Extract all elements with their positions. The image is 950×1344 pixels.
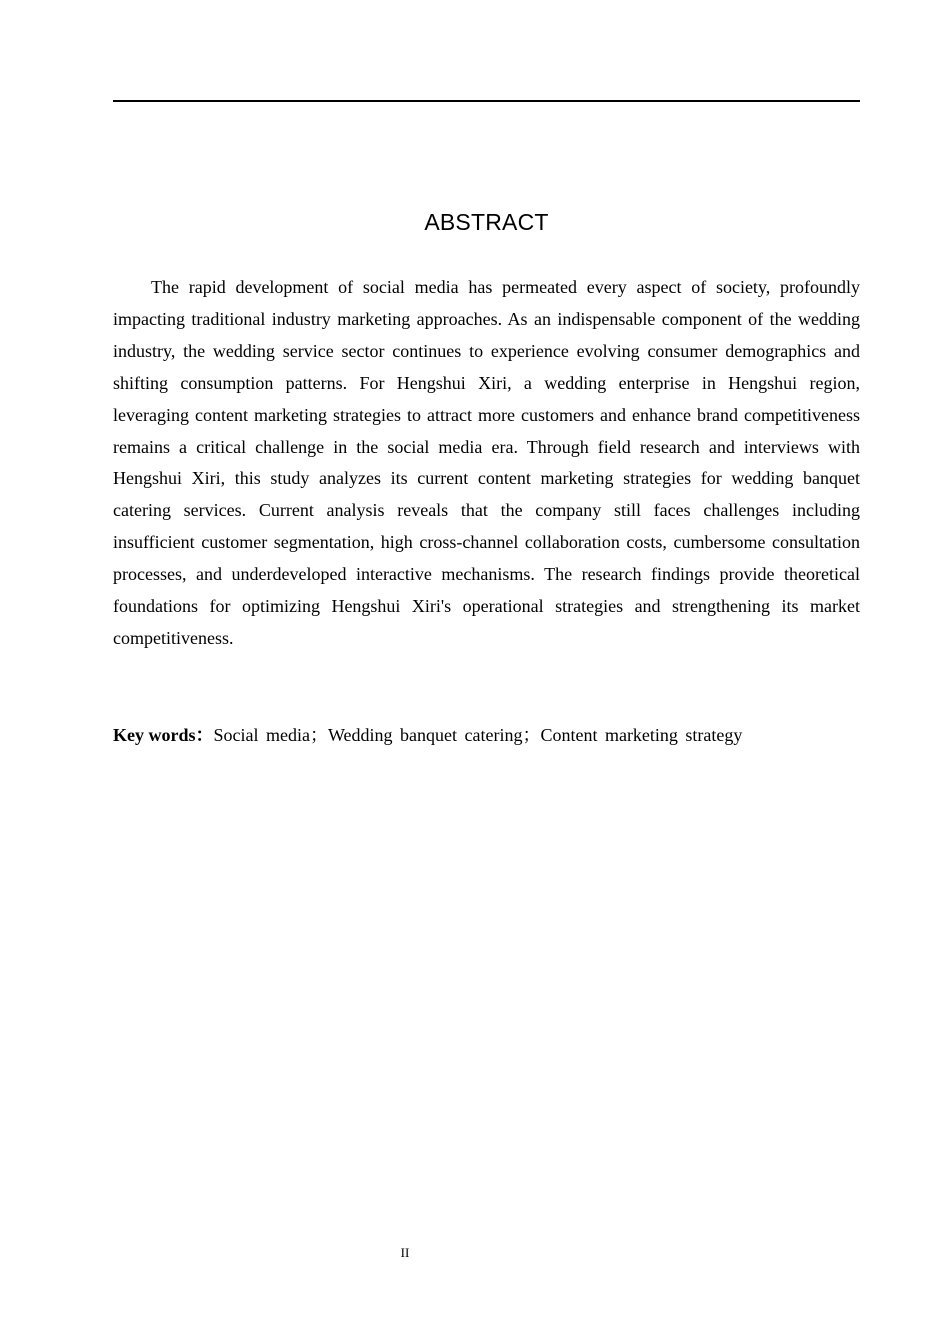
abstract-title: ABSTRACT [424, 209, 549, 235]
keywords-text: Social media；Wedding banquet catering；Content marketing strategy [213, 725, 743, 745]
header-rule [113, 100, 860, 102]
keywords-line [113, 719, 860, 751]
abstract-body: The rapid development of social media has permeated every aspect of society, profoundly impacting traditional industry marketing approaches. As an indispensable component of the wedding industry, the wedding service sector continues to experience evolving consumer demographics and shifting consumption patterns. For Hengshui Xiri, a wedding enterprise in Hengshui region, leveraging content marketing strategies to attract more customers and enhance brand competitiveness remains a critical challenge in the social media era. Through field research and interviews with Hengshui Xiri, this study analyzes its current content marketing strategies for wedding banquet catering services. Current analysis reveals that the company still faces challenges including insufficient customer segmentation, high cross-channel collaboration costs, cumbersome consultation processes, and underdeveloped interactive mechanisms. The research findings provide theoretical foundations for optimizing Hengshui Xiri's operational strategies and strengthening its market competitiveness. [113, 277, 860, 648]
keywords-label: Key words： [113, 725, 214, 745]
page-number: II [400, 1245, 410, 1260]
